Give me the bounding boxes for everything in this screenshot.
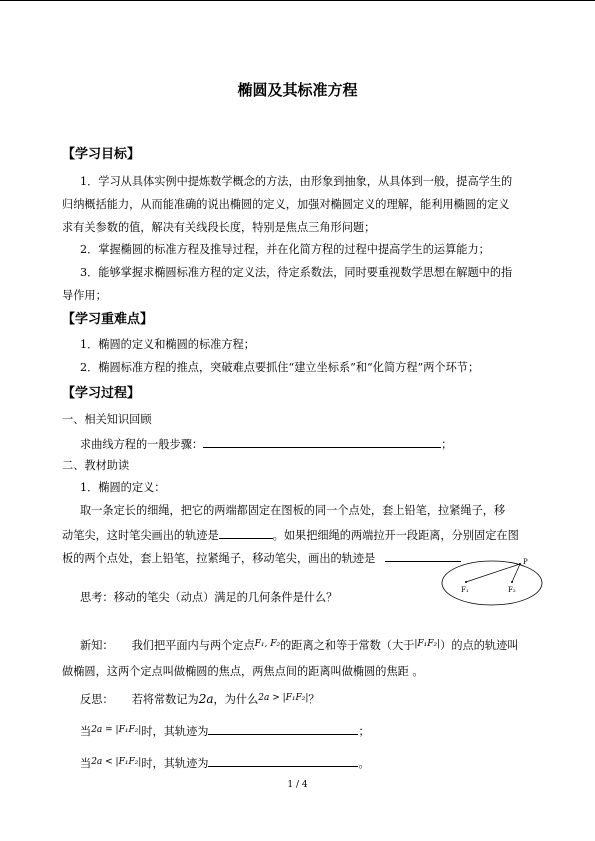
definition-line-2a: 动笔尖，这时笔尖画出的轨迹是 bbox=[62, 529, 219, 542]
definition-line-3-text: 板的两个点处，套上铅笔，拉紧绳子，移动笔尖，画出的轨迹是 bbox=[62, 552, 376, 565]
new-text-3: ）的点的轨迹叫 bbox=[440, 639, 519, 652]
key-point-1: 1．椭圆的定义和椭圆的标准方程； bbox=[80, 338, 255, 351]
review-line bbox=[80, 435, 452, 453]
segment-F1P bbox=[466, 564, 520, 582]
case-equal-line bbox=[80, 722, 370, 740]
case-less-then: 时，其轨迹为 bbox=[141, 757, 209, 770]
objective-line-1: 1．学习从具体实例中提炼数学概念的方法，由形象到抽象，从具体到一般，提高学生的 bbox=[80, 175, 513, 188]
review-text: 求曲线方程的一般步骤： bbox=[80, 438, 204, 451]
new-text-1: 我们把平面内与两个定点 bbox=[131, 639, 255, 652]
review-heading: 一、相关知识回顾 bbox=[62, 413, 152, 426]
case-less-blank[interactable] bbox=[208, 754, 358, 767]
case-equal-condition: 2a = |F₁F₂| bbox=[91, 725, 142, 735]
label-F2: F₂ bbox=[508, 586, 516, 594]
ellipse-diagram bbox=[440, 556, 550, 610]
reflect-label: 反思： bbox=[80, 693, 114, 706]
objective-line-4: 2．掌握椭圆的标准方程及推导过程，并在化简方程的过程中提高学生的运算能力； bbox=[80, 243, 490, 256]
top-rule bbox=[0, 0, 595, 1]
new-knowledge-line-1 bbox=[80, 636, 518, 654]
page-title: 椭圆及其标准方程 bbox=[237, 81, 358, 99]
objective-line-3: 求有关参数的值，解决有关线段长度，特别是焦点三角形问题； bbox=[62, 221, 376, 234]
objective-line-6: 导作用； bbox=[62, 289, 107, 302]
review-end: ； bbox=[441, 438, 453, 451]
reflect-question-mark: ？ bbox=[308, 693, 320, 706]
case-less-condition: 2a < |F₁F₂| bbox=[91, 757, 142, 767]
page-number: 1 / 4 bbox=[287, 780, 308, 790]
key-point-2: 2．椭圆标准方程的推点，突破难点要抓住“建立坐标系”和“化简方程”两个环节； bbox=[80, 361, 480, 374]
definition-line-3 bbox=[62, 549, 461, 567]
definition-line-2 bbox=[62, 526, 519, 544]
case-equal-end: ； bbox=[358, 725, 370, 738]
process-heading: 【学习过程】 bbox=[62, 386, 141, 401]
case-equal-when: 当 bbox=[80, 725, 92, 738]
case-equal-then: 时，其轨迹为 bbox=[141, 725, 209, 738]
case-less-line bbox=[80, 754, 370, 772]
new-knowledge-line-2: 做椭圆，这两个定点叫做椭圆的焦点，两焦点间的距离叫做椭圆的焦距 。 bbox=[62, 665, 424, 678]
focus-F2-point bbox=[511, 581, 513, 583]
label-F1: F₁ bbox=[461, 586, 469, 594]
review-blank[interactable] bbox=[203, 435, 441, 448]
definition-line-1: 取一条定长的细绳，把它的两端都固定在图板的同一个点处，套上铅笔，拉紧绳子，移 bbox=[80, 504, 506, 517]
reflect-condition: 2a > |F₁F₂| bbox=[258, 693, 309, 703]
segment-F2P bbox=[512, 564, 520, 582]
definition-line-2b: 。如果把细绳的两端拉开一段距离，分别固定在图 bbox=[272, 529, 519, 542]
think-question: 思考：移动的笔尖（动点）满足的几何条件是什么？ bbox=[80, 591, 338, 604]
key-points-heading: 【学习重难点】 bbox=[62, 312, 154, 327]
reflection-line bbox=[80, 690, 320, 708]
reading-heading: 二、教材助读 bbox=[62, 459, 130, 472]
reflect-text-2: ，为什么 bbox=[213, 693, 259, 706]
case-equal-blank[interactable] bbox=[208, 722, 358, 735]
definition-blank-1[interactable] bbox=[219, 526, 273, 539]
case-less-when: 当 bbox=[80, 757, 92, 770]
case-less-end: 。 bbox=[358, 757, 370, 770]
foci-distance: |F₁F₂| bbox=[414, 639, 441, 649]
foci-symbols: F₁, F₂ bbox=[254, 639, 281, 649]
objectives-heading: 【学习目标】 bbox=[62, 147, 141, 162]
point-P bbox=[519, 563, 521, 565]
reflect-2a: 2a bbox=[198, 692, 214, 706]
reflect-text-1: 若将常数记为 bbox=[131, 693, 199, 706]
focus-F1-point bbox=[465, 581, 467, 583]
objective-line-2: 归纳概括能力，从而能准确的说出椭圆的定义，加强对椭圆定义的理解，能利用椭圆的定义 bbox=[62, 198, 510, 211]
definition-heading: 1．椭圆的定义： bbox=[80, 481, 166, 494]
new-label: 新知： bbox=[80, 639, 114, 652]
label-P: P bbox=[523, 558, 528, 566]
ellipse-curve bbox=[442, 561, 542, 605]
new-text-2: 的距离之和等于常数（大于 bbox=[280, 639, 415, 652]
objective-line-5: 3．能够掌握求椭圆标准方程的定义法，待定系数法，同时要重视数学思想在解题中的指 bbox=[80, 266, 513, 279]
